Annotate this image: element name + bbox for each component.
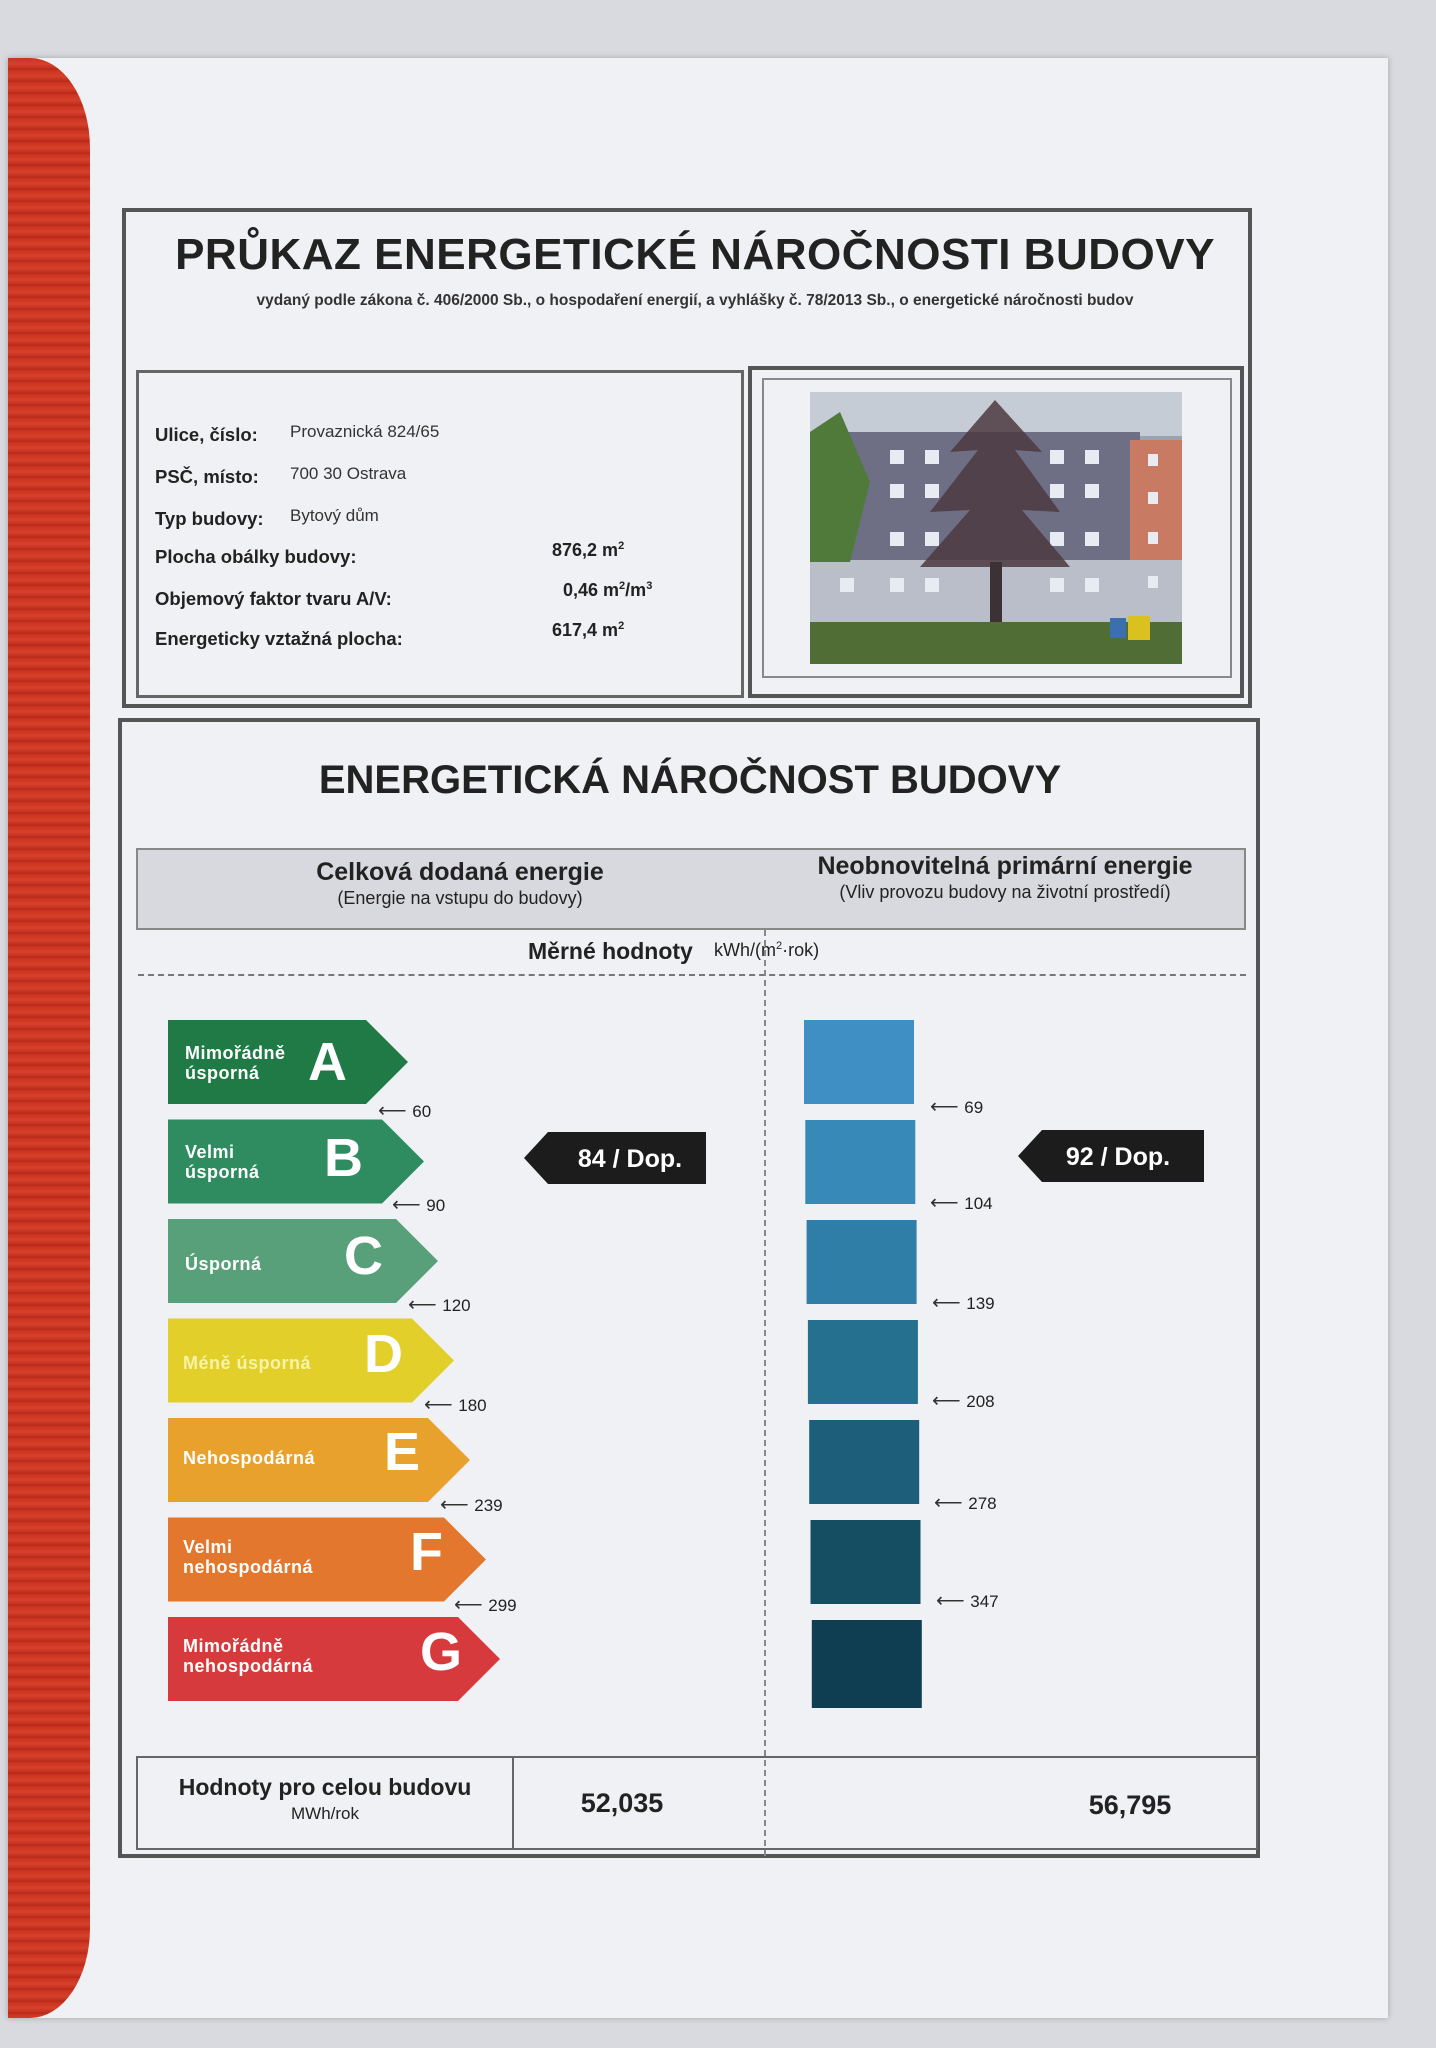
primary-class-bar-g	[812, 1620, 922, 1708]
delivered-energy-title: Celková dodaná energie	[316, 858, 604, 886]
class-a-letter: A	[308, 1032, 347, 1092]
class-f-label: Velmi nehospodárná	[183, 1537, 314, 1577]
primary-rating-badge	[1018, 1130, 1204, 1182]
tick-left-5: ⟵ 239	[440, 1494, 503, 1516]
class-a-label: Mimořádně úsporná	[185, 1043, 286, 1083]
tick-right-3: ⟵ 139	[932, 1292, 995, 1314]
footer-unit: MWh/rok	[291, 1804, 359, 1823]
tick-left-2: ⟵ 90	[392, 1194, 446, 1216]
class-d-letter: D	[364, 1324, 403, 1384]
reference-area-value: 617,4 $m^2$	[552, 620, 625, 640]
footer-primary-value: 56,795	[1088, 1790, 1172, 1820]
class-f-letter: F	[410, 1522, 443, 1582]
primary-class-bar-a	[804, 1020, 914, 1104]
footer-divider	[512, 1756, 514, 1850]
primary-energy-title: Neobnovitelná primární energie	[817, 852, 1193, 880]
class-b-label: Velmi úsporná	[185, 1142, 260, 1182]
psc-value: 700 30 Ostrava	[290, 464, 407, 483]
tick-right-1: ⟵ 69	[930, 1096, 984, 1118]
primary-class-bar-c	[807, 1220, 917, 1304]
tick-right-4: ⟵ 208	[932, 1390, 995, 1412]
certificate-subtitle: vydaný podle zákona č. 406/2000 Sb., o hospodaření energií, a vyhlášky č. 78/2013 Sb., o energetické náročnosti budov	[256, 292, 1134, 309]
class-g-label: Mimořádně nehospodárná	[183, 1636, 314, 1676]
tick-left-6: ⟵ 299	[454, 1594, 517, 1616]
tick-right-6: ⟵ 347	[936, 1590, 999, 1612]
class-g-letter: G	[420, 1622, 463, 1682]
class-c-label: Úsporná	[185, 1254, 262, 1274]
class-e-letter: E	[384, 1422, 421, 1482]
tick-right-5: ⟵ 278	[934, 1492, 997, 1514]
energy-title: ENERGETICKÁ NÁROČNOST BUDOVY	[318, 758, 1062, 802]
primary-class-bar-e	[809, 1420, 919, 1504]
primary-class-bar-d	[808, 1320, 918, 1404]
tick-right-2: ⟵ 104	[930, 1192, 993, 1214]
street-value: Provaznická 824/65	[290, 422, 440, 441]
primary-energy-subtitle: (Vliv provozu budovy na životní prostředí)	[839, 882, 1171, 902]
footer-delivered-value: 52,035	[580, 1788, 664, 1818]
building-type-label: Typ budovy:	[155, 508, 264, 529]
primary-rating-text: 92 / Dop.	[1065, 1143, 1171, 1171]
delivered-rating-badge	[524, 1132, 706, 1184]
shape-factor-label: Objemový faktor tvaru A/V:	[155, 588, 392, 609]
tick-left-3: ⟵ 120	[408, 1294, 471, 1316]
shape-factor-value: 0,46 $m^2/m^3$	[563, 580, 653, 600]
footer-label: Hodnoty pro celou budovu	[178, 1774, 472, 1800]
specific-values-label: Měrné hodnoty	[528, 938, 693, 964]
class-e-label: Nehospodárná	[183, 1448, 316, 1468]
primary-class-bar-f	[811, 1520, 921, 1604]
reference-area-label: Energeticky vztažná plocha:	[155, 628, 403, 649]
envelope-area-label: Plocha obálky budovy:	[155, 546, 357, 567]
certificate-title: PRŮKAZ ENERGETICKÉ NÁROČNOSTI BUDOVY	[175, 230, 1215, 279]
envelope-area-value: 876,2 $m^2$	[552, 540, 625, 560]
primary-class-bar-b	[805, 1120, 915, 1204]
delivered-rating-text: 84 / Dop.	[577, 1145, 683, 1173]
delivered-energy-subtitle: (Energie na vstupu do budovy)	[337, 888, 583, 908]
class-c-letter: C	[344, 1226, 383, 1286]
building-type-value: Bytový dům	[290, 506, 379, 525]
class-d-label: Méně úsporná	[183, 1353, 312, 1373]
class-b-letter: B	[324, 1128, 363, 1188]
tick-left-1: ⟵ 60	[378, 1100, 432, 1122]
units-label: kWh/$(m^2\cdot rok)$	[714, 940, 820, 960]
street-label: Ulice, číslo:	[155, 424, 258, 445]
tick-left-4: ⟵ 180	[424, 1394, 487, 1416]
psc-label: PSČ, místo:	[155, 466, 259, 487]
